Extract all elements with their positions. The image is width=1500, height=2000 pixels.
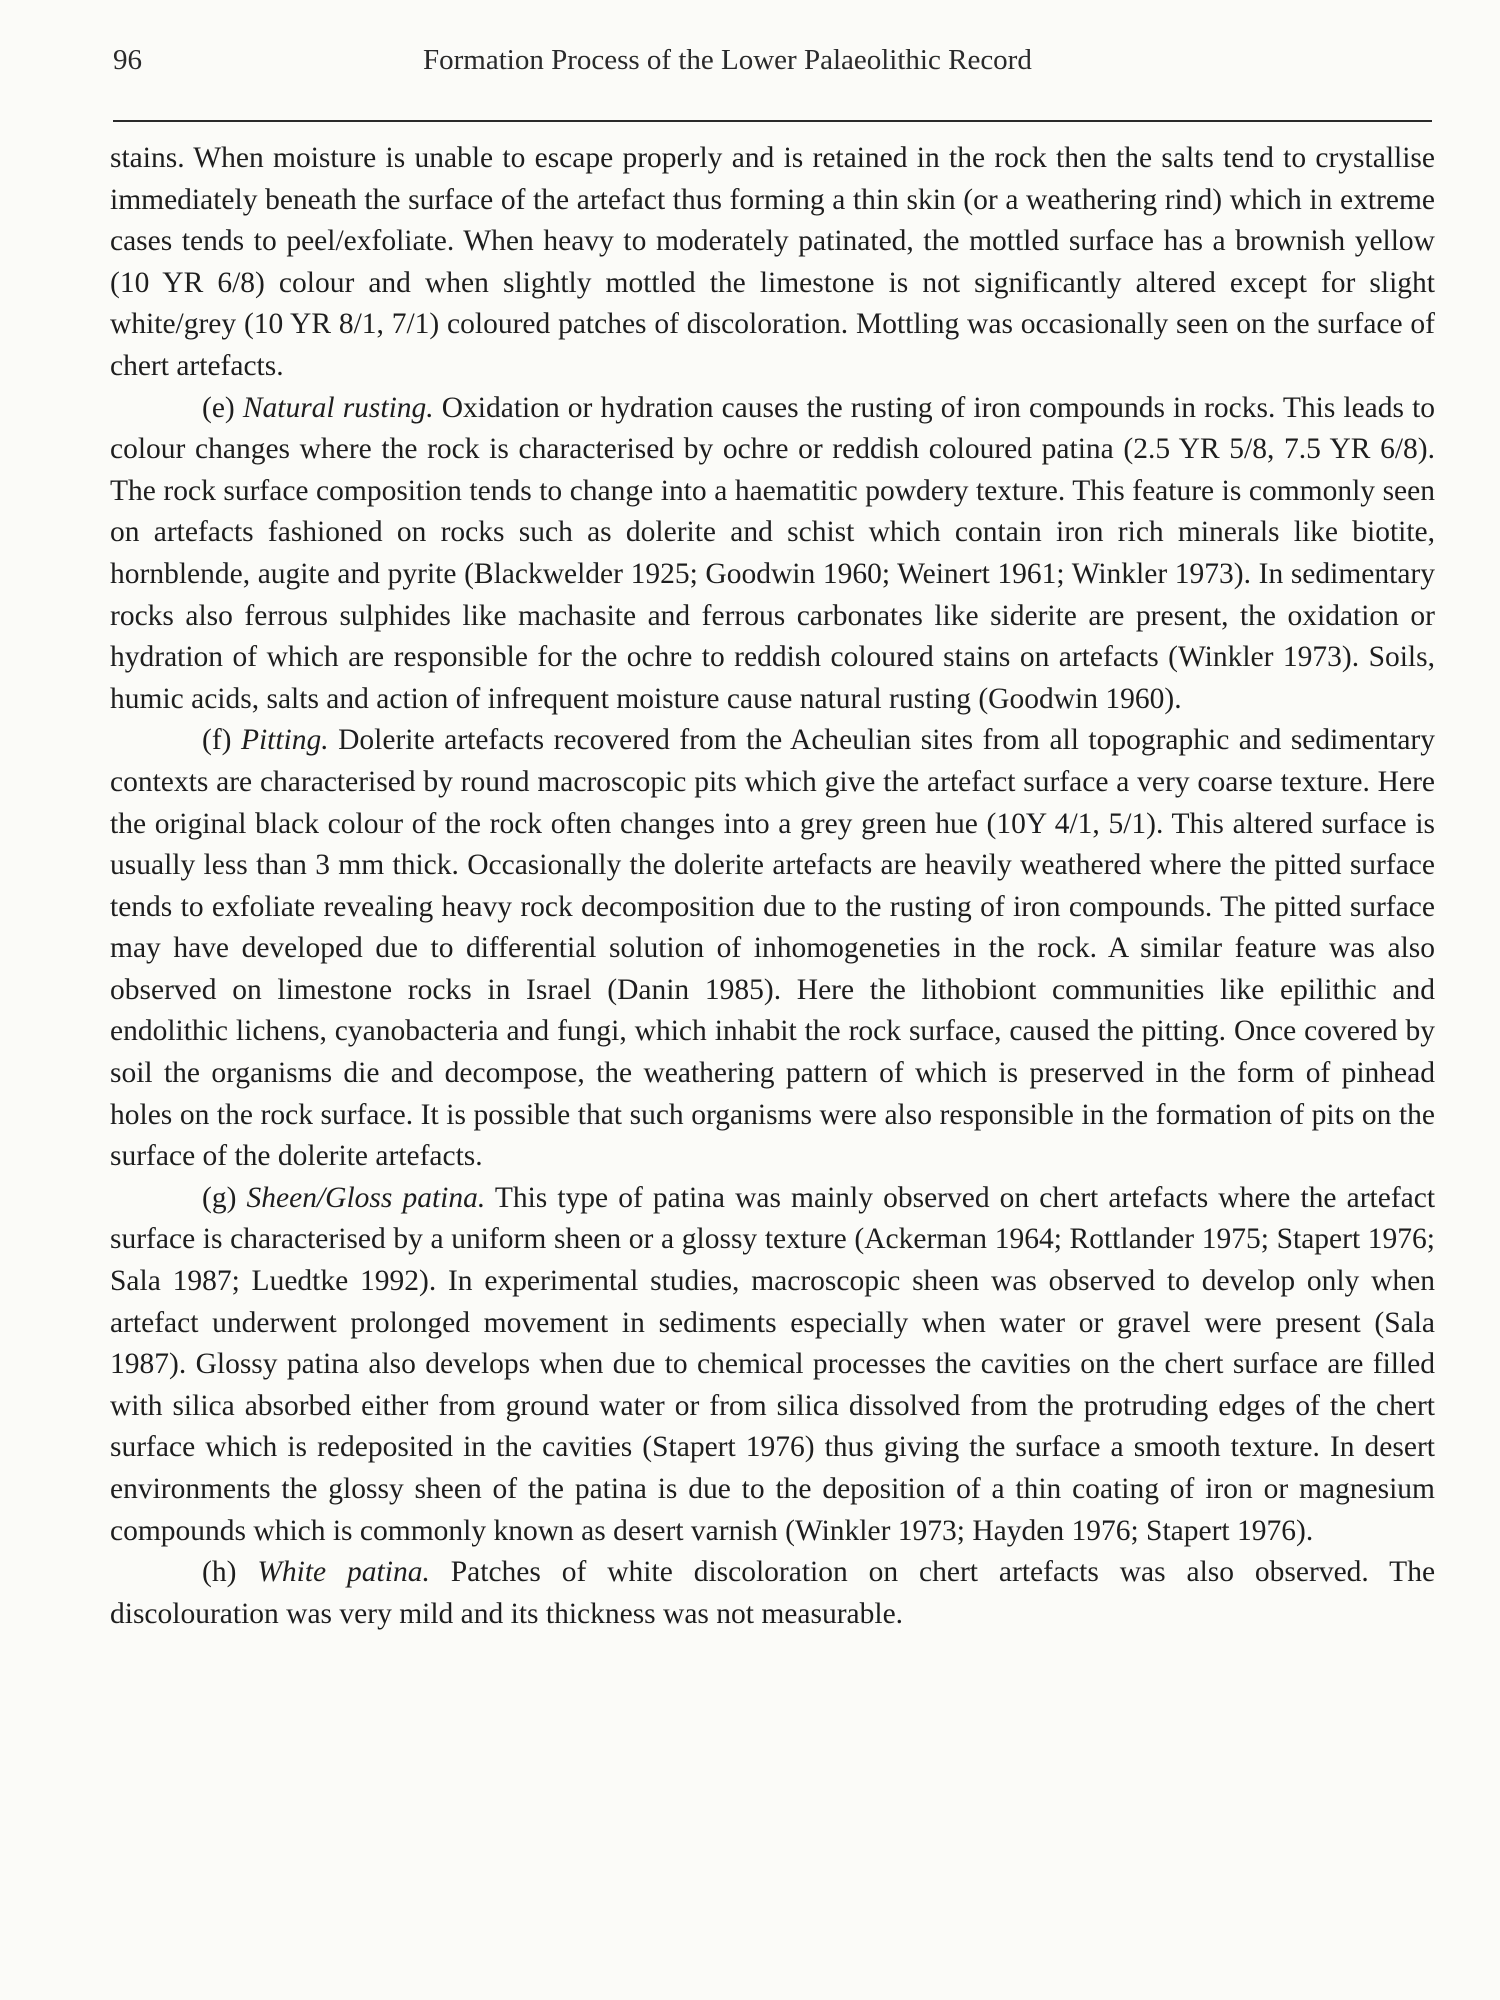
paragraph-pitting xyxy=(110,720,1435,1178)
running-head xyxy=(113,44,1432,84)
paragraph-text: stains. When moisture is unable to escape properly and is retained in the rock then the salts tend to crystallise immediately beneath the surface of the artefact thus forming a thin skin (or a weathering rind) which in extreme cases tends to peel/exfoliate. When heavy to moderately patinated, the mottled surface has a brownish yellow (10 YR 6/8) colour and when slightly mottled the limestone is not significantly altered except for slight white/grey (10 YR 8/1, 7/1) coloured patches of discoloration. Mottling was occasionally seen on the surface of chert artefacts. xyxy=(110,142,1435,382)
paragraph-text: This type of patina was mainly observed on chert artefacts where the artefact surface is characterised by a uniform sheen or a glossy texture (Ackerman 1964; Rottlander 1975; Stapert 1976; Sala 1987; Luedtke 1992). In experimental studies, macroscopic sheen was observed to develop only when artefact underwent prolonged movement in sediments especially when water or gravel were present (Sala 1987). Glossy patina also develops when due to chemical processes the cavities on the chert surface are filled with silica absorbed either from ground water or from silica dissolved from the protruding edges of the chert surface which is redeposited in the cavities (Stapert 1976) thus giving the surface a smooth texture. In desert environments the glossy sheen of the patina is due to the deposition of a thin coating of iron or magnesium compounds which is commonly known as desert varnish (Winkler 1973; Hayden 1976; Stapert 1976). xyxy=(110,1181,1436,1547)
paragraph-text: Patches of white discoloration on chert artefacts was also observed. The discolouration was very mild and its thickness was not measurable. xyxy=(110,1556,1436,1630)
running-title: Formation Process of the Lower Palaeolithic Record xyxy=(423,44,1032,76)
header-rule xyxy=(113,120,1432,122)
page-number: 96 xyxy=(113,44,142,76)
section-term: Natural rusting. xyxy=(242,391,434,424)
list-label: (e) xyxy=(202,391,235,424)
paragraph-continuation xyxy=(110,138,1435,388)
list-label: (g) xyxy=(202,1181,237,1214)
paragraph-white-patina xyxy=(110,1552,1435,1635)
list-label: (h) xyxy=(202,1556,237,1589)
body-text xyxy=(110,138,1435,1635)
paragraph-sheen-gloss-patina xyxy=(110,1178,1435,1552)
paragraph-natural-rusting xyxy=(110,388,1435,721)
paragraph-text: Oxidation or hydration causes the rusting of iron compounds in rocks. This leads to colour changes where the rock is characterised by ochre or reddish coloured patina (2.5 YR 5/8, 7.5 YR 6/8). The rock surface composition tends to change into a haematitic powdery texture. This feature is commonly seen on artefacts fashioned on rocks such as dolerite and schist which contain iron rich minerals like biotite, hornblende, augite and pyrite (Blackwelder 1925; Goodwin 1960; Weinert 1961; Winkler 1973). In sedimentary rocks also ferrous sulphides like machasite and ferrous carbonates like siderite are present, the oxidation or hydration of which are responsible for the ochre to reddish coloured stains on artefacts (Winkler 1973). Soils, humic acids, salts and action of infrequent moisture cause natural rusting (Goodwin 1960). xyxy=(110,391,1436,715)
section-term: Sheen/Gloss patina. xyxy=(246,1181,486,1214)
section-term: Pitting. xyxy=(240,724,329,757)
section-term: White patina. xyxy=(257,1556,430,1589)
list-label: (f) xyxy=(202,724,232,757)
paragraph-text: Dolerite artefacts recovered from the Acheulian sites from all topographic and sedimentary contexts are characterised by round macroscopic pits which give the artefact surface a very coarse texture. Here the original black colour of the rock often changes into a grey green hue (10Y 4/1, 5/1). This altered surface is usually less than 3 mm thick. Occasionally the dolerite artefacts are heavily weathered where the pitted surface tends to exfoliate revealing heavy rock decomposition due to the rusting of iron compounds. The pitted surface may have developed due to differential solution of inhomogeneties in the rock. A similar feature was also observed on limestone rocks in Israel (Danin 1985). Here the lithobiont communities like epilithic and endolithic lichens, cyanobacteria and fungi, which inhabit the rock surface, caused the pitting. Once covered by soil the organisms die and decompose, the weathering pattern of which is preserved in the form of pinhead holes on the rock surface. It is possible that such organisms were also responsible in the formation of pits on the surface of the dolerite artefacts. xyxy=(110,724,1435,1173)
